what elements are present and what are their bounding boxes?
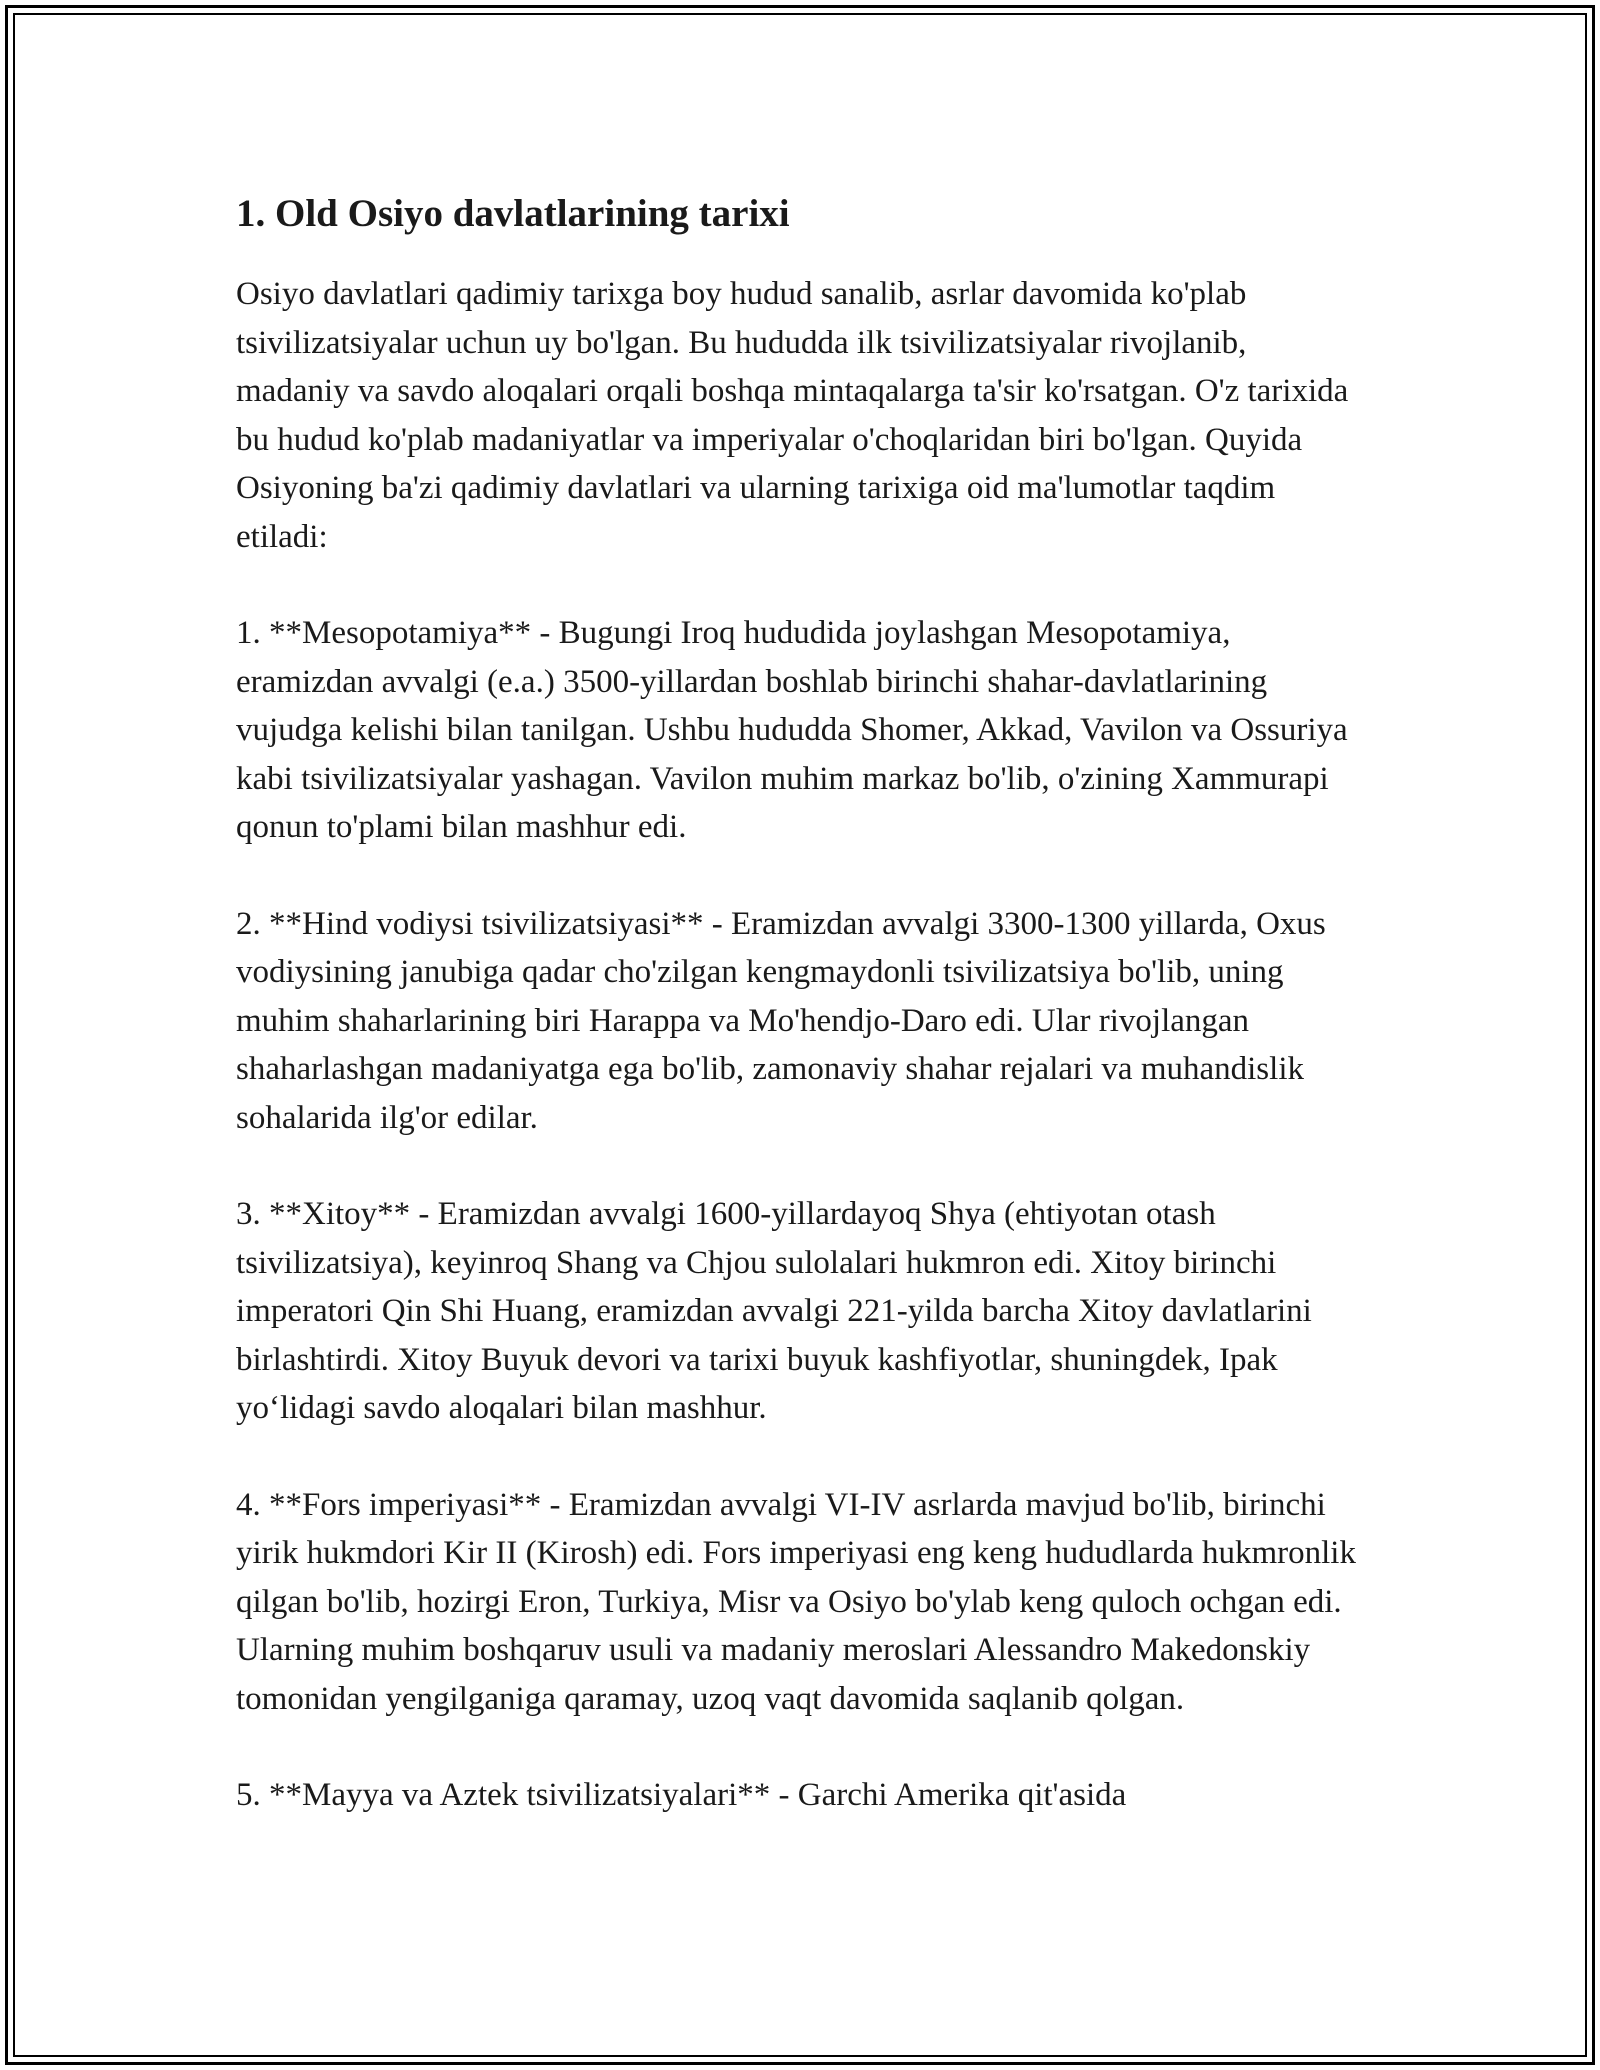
paragraph-mesopotamiya: 1. **Mesopotamiya** - Bugungi Iroq hududida joylashgan Mesopotamiya, eramizdan avvalgi (e.a.) 3500-yillardan boshlab birinchi shahar-davlatlarining vujudga kelishi bilan tanilgan. Ushbu hududda Shomer, Akkad, Vavilon va Ossuriya kabi tsivilizatsiyalar yashagan. Vavilon muhim markaz bo'lib, o'zining Xammurapi qonun to'plami bilan mashhur edi. <box>236 615 1348 845</box>
paragraph-fors-imperiyasi: 4. **Fors imperiyasi** - Eramizdan avvalgi VI-IV asrlarda mavjud bo'lib, birinchi yirik hukmdori Kir II (Kirosh) edi. Fors imperiyasi eng keng hududlarda hukmronlik qilgan bo'lib, hozirgi Eron, Turkiya, Misr va Osiyo bo'ylab keng quloch ochgan edi. Ularning muhim boshqaruv usuli va madaniy meroslari Alessandro Makedonskiy tomonidan yengilganiga qaramay, uzoq vaqt davomida saqlanib qolgan. <box>236 1486 1356 1717</box>
paragraph-mayya-aztek: 5. **Mayya va Aztek tsivilizatsiyalari** - Garchi Amerika qit'asida <box>236 1777 1127 1813</box>
paragraph-xitoy: 3. **Xitoy** - Eramizdan avvalgi 1600-yillardayoq Shya (ehtiyotan otash tsivilizatsiya), keyinroq Shang va Chjou sulolalari hukmron edi. Xitoy birinchi imperatori Qin Shi Huang, eramizdan avvalgi 221-yilda barcha Xitoy davlatlarini birlashtirdi. Xitoy Buyuk devori va tarixi buyuk kashfiyotlar, shuningdek, Ipak yo‘lidagi savdo aloqalari bilan mashhur. <box>236 1196 1312 1426</box>
paragraph-hind-vodiysi: 2. **Hind vodiysi tsivilizatsiyasi** - Eramizdan avvalgi 3300-1300 yillarda, Oxus vodiysining janubiga qadar cho'zilgan kengmaydonli tsivilizatsiya bo'lib, uning muhim shaharlarining biri Harappa va Mo'hendjo-Daro edi. Ular rivojlangan shaharlashgan madaniyatga ega bo'lib, zamonaviy shahar rejalari va muhandislik sohalarida ilg'or edilar. <box>236 905 1326 1136</box>
document-body <box>236 188 1366 1820</box>
document-title: 1. Old Osiyo davlatlarining tarixi <box>236 192 790 235</box>
intro-paragraph: Osiyo davlatlari qadimiy tarixga boy hudud sanalib, asrlar davomida ko'plab tsivilizatsiyalar uchun uy bo'lgan. Bu hududda ilk tsivilizatsiyalar rivojlanib, madaniy va savdo aloqalari orqali boshqa mintaqalarga ta'sir ko'rsatgan. O'z tarixida bu hudud ko'plab madaniyatlar va imperiyalar o'choqlaridan biri bo'lgan. Quyida Osiyoning ba'zi qadimiy davlatlari va ularning tarixiga oid ma'lumotlar taqdim etiladi: <box>236 276 1349 555</box>
